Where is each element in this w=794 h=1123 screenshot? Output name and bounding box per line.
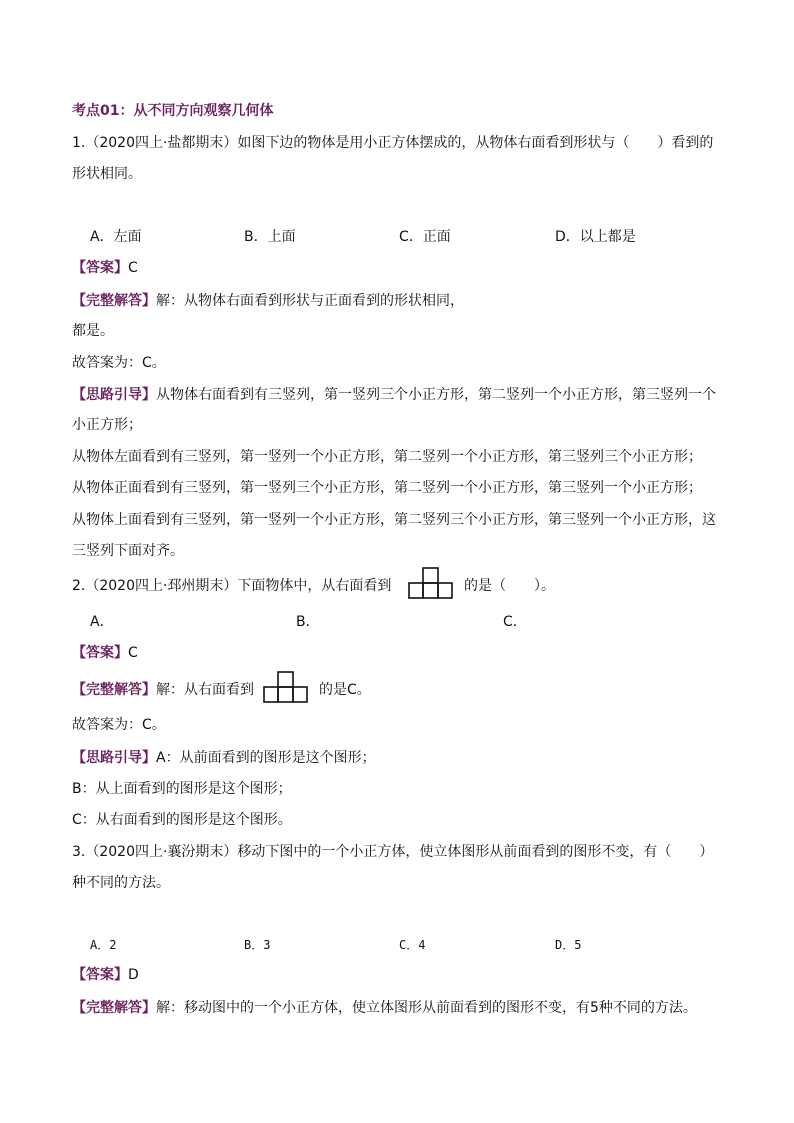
q1-stem-line1: 1.（2020四上·盐都期末）如图下边的物体是用小正方体摆成的，从物体右面看到形状与（ ）看到的: [72, 135, 714, 151]
hint-text: 从物体右面看到有三竖列，第一竖列三个小正方形，第二竖列一个小正方形，第三竖列一个: [156, 387, 716, 403]
section-title: 考点01：从不同方向观察几何体: [72, 103, 274, 119]
hint-text: A：从前面看到的图形是这个图形；: [156, 750, 376, 766]
q2-solution-after: 的是C。: [319, 682, 371, 698]
q2-option-b: B．: [296, 614, 320, 630]
q1-solution-line1: [72, 291, 464, 311]
q1-option-c: C．正面: [399, 229, 451, 245]
q2-answer: [72, 643, 138, 663]
q2-stem-after: 的是（ ）。: [464, 578, 555, 594]
q2-hint-line2: B：从上面看到的图形是这个图形；: [72, 781, 292, 797]
q3-stem-line2: 种不同的方法。: [72, 875, 170, 891]
answer-label: 【答案】: [72, 967, 128, 983]
solution-label: 【完整解答】: [72, 682, 156, 698]
q2-hint-line3: C：从右面看到的图形是这个图形。: [72, 812, 292, 828]
q2-solution-line1: [72, 680, 254, 700]
q3-option-b: B．3: [244, 938, 271, 952]
solution-text: 解：从物体右面看到形状与正面看到的形状相同，: [156, 293, 464, 309]
q1-hint-line3: 从物体左面看到有三竖列，第一竖列一个小正方形，第二竖列一个小正方形，第三竖列三个小正方形；: [72, 449, 702, 465]
q1-hint-line4: 从物体正面看到有三竖列，第一竖列三个小正方形，第二竖列一个小正方形，第三竖列一个小正方形；: [72, 480, 702, 496]
q1-answer: [72, 258, 138, 278]
q3-stem-line1: 3.（2020四上·襄汾期末）移动下图中的一个小正方体，使立体图形从前面看到的图形不变，有（ ）: [72, 844, 714, 860]
q3-option-d: D．5: [555, 938, 582, 952]
q2-option-a: A．: [90, 614, 114, 630]
q1-solution-line3: 故答案为：C。: [72, 355, 166, 371]
answer-value: C: [128, 645, 138, 661]
q2-solution-line2: 故答案为：C。: [72, 717, 166, 733]
q1-option-b: B．上面: [244, 229, 296, 245]
q1-option-a: A．左面: [90, 229, 142, 245]
solution-text: 解：从右面看到: [156, 682, 254, 698]
q1-hint-line6: 三竖列下面对齐。: [72, 543, 184, 559]
q1-hint-line2: 小正方形；: [72, 417, 142, 433]
answer-value: C: [128, 260, 138, 276]
solution-text: 解：移动图中的一个小正方体，使立体图形从前面看到的图形不变，有5种不同的方法。: [156, 1000, 697, 1016]
q3-answer: [72, 965, 139, 985]
answer-label: 【答案】: [72, 260, 128, 276]
solution-label: 【完整解答】: [72, 293, 156, 309]
q2-hint-line1: [72, 748, 376, 768]
q1-hint-line5: 从物体上面看到有三竖列，第一竖列一个小正方形，第二竖列三个小正方形，第三竖列一个小正方形，这: [72, 512, 716, 528]
view-shape-icon: [408, 566, 454, 602]
q3-option-c: C．4: [399, 938, 426, 952]
q1-option-d: D．以上都是: [555, 229, 636, 245]
q3-solution: [72, 998, 697, 1018]
q1-solution-line2: 都是。: [72, 323, 114, 339]
answer-label: 【答案】: [72, 645, 128, 661]
hint-label: 【思路引导】: [72, 750, 156, 766]
q1-stem-line2: 形状相同。: [72, 166, 142, 182]
solution-label: 【完整解答】: [72, 1000, 156, 1016]
q1-hint-line1: [72, 385, 716, 405]
answer-value: D: [128, 967, 139, 983]
q2-option-c: C．: [503, 614, 527, 630]
q2-stem-before: 2.（2020四上·邳州期末）下面物体中，从右面看到: [72, 578, 392, 594]
view-shape-icon: [263, 670, 309, 706]
q3-option-a: A．2: [90, 938, 117, 952]
hint-label: 【思路引导】: [72, 387, 156, 403]
q2-stem: [72, 576, 391, 596]
